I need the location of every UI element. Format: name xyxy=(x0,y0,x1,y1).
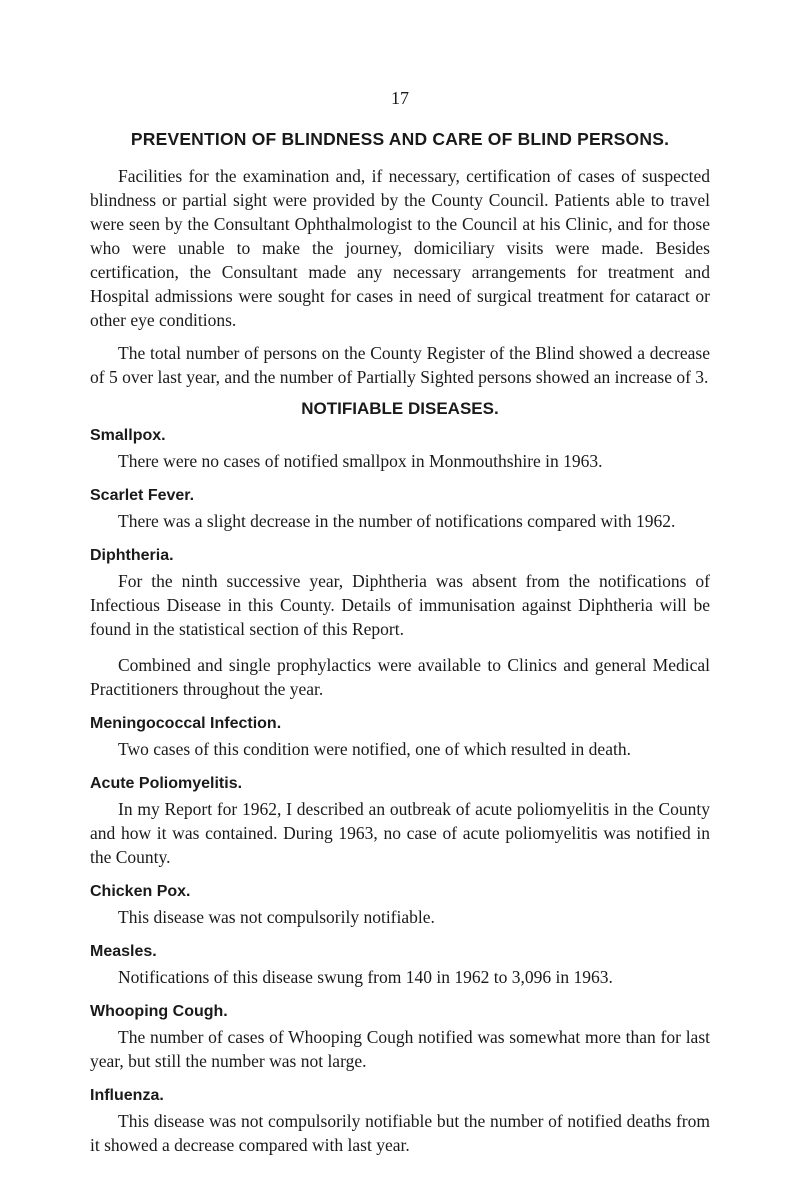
disease-influenza xyxy=(90,1085,710,1157)
disease-paragraph: In my Report for 1962, I described an outbreak of acute poliomyelitis in the County and how it was contained. During 1963, no case of acute poliomyelitis was notified in the County. xyxy=(90,799,710,867)
disease-paragraph: Combined and single prophylactics were available to Clinics and general Medical Practitioners throughout the year. xyxy=(90,655,710,699)
page-number: 17 xyxy=(391,88,409,108)
disease-heading: Acute Poliomyelitis. xyxy=(90,775,243,792)
disease-heading: Meningococcal Infection. xyxy=(90,715,282,732)
disease-paragraph: The number of cases of Whooping Cough notified was somewhat more than for last year, but still the number was not large. xyxy=(90,1027,710,1071)
disease-heading: Smallpox. xyxy=(90,427,166,444)
blindness-section xyxy=(90,164,710,389)
disease-scarlet-fever xyxy=(90,485,710,533)
disease-smallpox xyxy=(90,425,710,473)
disease-paragraph: Two cases of this condition were notified, one of which resulted in death. xyxy=(118,739,631,759)
disease-meningococcal xyxy=(90,713,710,761)
disease-paragraph: Notifications of this disease swung from 140 in 1962 to 3,096 in 1963. xyxy=(118,967,613,987)
page-title: PREVENTION OF BLINDNESS AND CARE OF BLIND PERSONS. xyxy=(130,129,670,149)
disease-heading: Scarlet Fever. xyxy=(90,487,195,504)
notifiable-diseases-title: NOTIFIABLE DISEASES. xyxy=(301,399,499,418)
disease-heading: Whooping Cough. xyxy=(90,1003,228,1020)
disease-poliomyelitis xyxy=(90,773,710,869)
disease-paragraph: This disease was not compulsorily notifiable but the number of notified deaths from it showed a decrease compared with last year. xyxy=(90,1111,710,1155)
disease-paragraph: For the ninth successive year, Diphtheria was absent from the notifications of Infectious Disease in this County. Details of immunisation against Diphtheria will be found in the statistical section of this Report. xyxy=(90,571,710,639)
disease-heading: Chicken Pox. xyxy=(90,883,191,900)
disease-whooping-cough xyxy=(90,1001,710,1073)
blindness-paragraph: Facilities for the examination and, if necessary, certification of cases of suspected blindness or partial sight were provided by the County Council. Patients able to travel were seen by the Consultant Ophthalmologist to the Council at his Clinic, and for those who were unable to make the journey, domiciliary visits were made. Besides certification, the Consultant made any necessary arrangements for treatment and Hospital admissions were sought for cases in need of surgical treatment for cataract or other eye conditions. xyxy=(90,166,710,330)
disease-heading: Influenza. xyxy=(90,1087,164,1104)
disease-heading: Measles. xyxy=(90,943,157,960)
disease-diphtheria xyxy=(90,545,710,701)
document-page xyxy=(90,88,710,1169)
disease-paragraph: There were no cases of notified smallpox in Monmouthshire in 1963. xyxy=(118,451,603,471)
disease-chicken-pox xyxy=(90,881,710,929)
disease-measles xyxy=(90,941,710,989)
disease-heading: Diphtheria. xyxy=(90,547,174,564)
disease-paragraph: There was a slight decrease in the number of notifications compared with 1962. xyxy=(118,511,676,531)
blindness-paragraph: The total number of persons on the County Register of the Blind showed a decrease of 5 over last year, and the number of Partially Sighted persons showed an increase of 3. xyxy=(90,343,710,387)
disease-paragraph: This disease was not compulsorily notifiable. xyxy=(118,907,435,927)
